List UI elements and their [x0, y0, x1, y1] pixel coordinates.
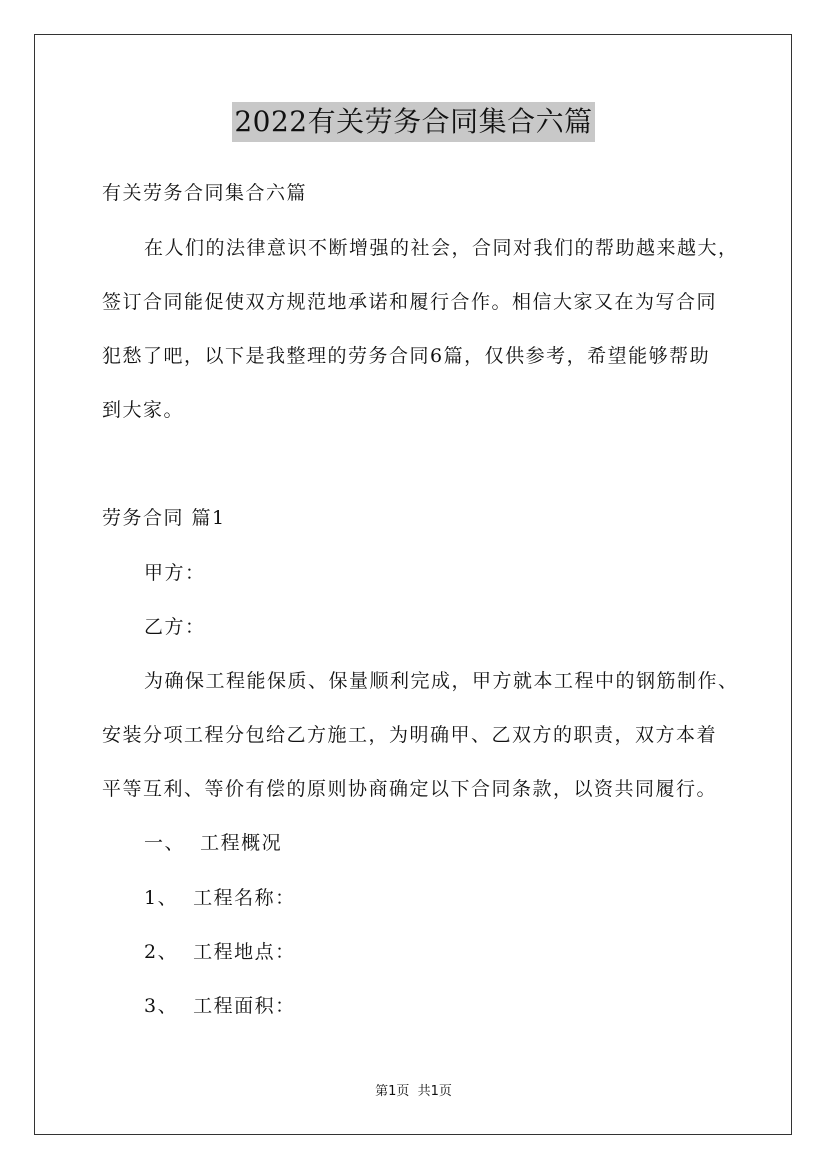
document-subtitle: 有关劳务合同集合六篇 [102, 182, 308, 204]
item-project-name: 1、 工程名称： [144, 887, 296, 909]
item-project-location: 2、 工程地点： [144, 941, 296, 963]
clause-heading: 一、 工程概况 [144, 832, 283, 854]
intro-line-3: 犯愁了吧，以下是我整理的劳务合同6篇，仅供参考，希望能够帮助 [102, 345, 711, 367]
title-container [0, 102, 827, 142]
intro-line-4: 到大家。 [102, 399, 185, 421]
body-line-3: 平等互利、等价有偿的原则协商确定以下合同条款，以资共同履行。 [102, 778, 718, 800]
item-project-area: 3、 工程面积： [144, 995, 296, 1017]
section-heading: 劳务合同 篇1 [102, 507, 226, 529]
intro-line-2: 签订合同能促使双方规范地承诺和履行合作。相信大家又在为写合同 [102, 291, 718, 313]
party-b-label: 乙方： [144, 616, 206, 638]
document-title: 2022有关劳务合同集合六篇 [232, 102, 594, 142]
page-footer: 第1页 共1页 [375, 1084, 452, 1099]
body-line-2: 安装分项工程分包给乙方施工，为明确甲、乙双方的职责，双方本着 [102, 724, 718, 746]
party-a-label: 甲方： [144, 562, 206, 584]
body-line-1: 为确保工程能保质、保量顺利完成，甲方就本工程中的钢筋制作、 [144, 670, 739, 692]
intro-line-1: 在人们的法律意识不断增强的社会，合同对我们的帮助越来越大， [144, 237, 739, 259]
